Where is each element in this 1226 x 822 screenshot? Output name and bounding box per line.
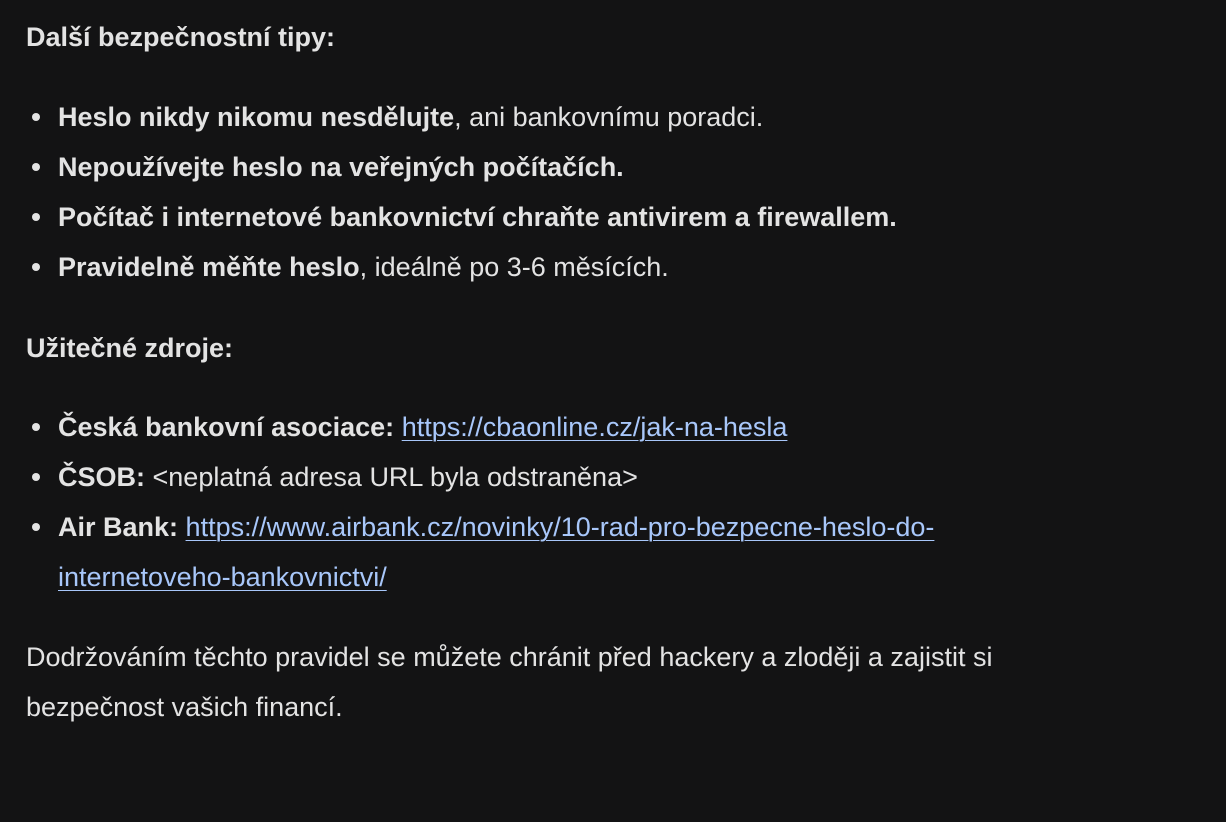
tip-2-bold: Nepoužívejte heslo na veřejných počítačích. [58, 152, 624, 182]
closing-paragraph [26, 632, 1196, 732]
resources-heading: Užitečné zdroje: [26, 333, 234, 363]
resource-item-airbank [26, 502, 1196, 602]
tip-1-rest: , ani bankovnímu poradci. [454, 102, 764, 132]
tip-3-bold: Počítač i internetové bankovnictví chraňte antivirem a firewallem. [58, 202, 897, 232]
resources-list [26, 402, 1196, 602]
tips-heading: Další bezpečnostní tipy: [26, 22, 336, 52]
resource-item-cba [26, 402, 1196, 452]
tip-item-2 [26, 142, 1196, 192]
tip-1-bold: Heslo nikdy nikomu nesdělujte [58, 102, 455, 132]
resource-airbank-link-line1: https://www.airbank.cz/novinky/10-rad-pro-bezpecne-heslo-do- [185, 512, 935, 542]
tips-list [26, 92, 1196, 292]
resource-airbank-label: Air Bank: [58, 512, 179, 542]
resource-csob-text: <neplatná adresa URL byla odstraněna> [152, 462, 638, 492]
resource-cba-link[interactable]: https://cbaonline.cz/jak-na-hesla [401, 412, 788, 442]
tip-item-3 [26, 192, 1196, 242]
closing-line-1: Dodržováním těchto pravidel se můžete chránit před hackery a zloději a zajistit si [26, 642, 993, 672]
resource-csob-label: ČSOB: [58, 462, 145, 492]
tip-4-bold: Pravidelně měňte heslo [58, 252, 360, 282]
resource-item-csob [26, 452, 1196, 502]
resource-airbank-link-line2: internetoveho-bankovnictvi/ [58, 562, 387, 592]
closing-line-2: bezpečnost vašich financí. [26, 692, 343, 722]
resource-airbank-link[interactable] [58, 512, 934, 592]
tip-4-rest: , ideálně po 3-6 měsících. [359, 252, 669, 282]
resource-cba-label: Česká bankovní asociace: [58, 412, 395, 442]
tip-item-1 [26, 92, 1196, 142]
tip-item-4 [26, 242, 1196, 292]
